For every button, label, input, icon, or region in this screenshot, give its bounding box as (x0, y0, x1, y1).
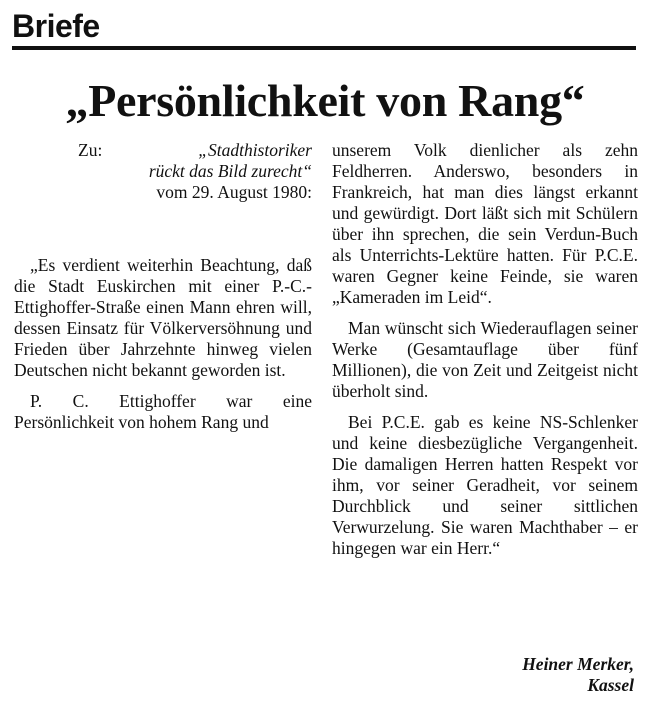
right-column (332, 140, 638, 559)
letter-headline: „Persönlichkeit von Rang“ (65, 75, 585, 126)
section-rule (12, 46, 636, 50)
reference-line-3: vom 29. August 1980: (156, 182, 312, 202)
section-title: Briefe (12, 8, 100, 44)
right-paragraph-1: unserem Volk dienlicher als zehn Feldherren. Anderswo, besonders in Frankreich, hat man dies längst erkannt und gewürdigt. Dort läßt sich mit Schülern über ihn sprechen, die sein Verdun-Buch als Unterrichts-Lektüre hatten. Für P.C.E. waren Gegner keine Feinde, sie waren „Kameraden im Leid“. (332, 140, 638, 307)
right-paragraph-3: Bei P.C.E. gab es keine NS-Schlenker und keine diesbezügliche Vergangenheit. Die damaligen Herren hatten Respekt vor ihm, vor seiner Geradheit, vor seinem Durchblick und seiner sittlichen Verwurzelung. Sie waren Machthaber – er hingegen war ein Herr.“ (332, 412, 638, 558)
left-paragraph-2: P. C. Ettighoffer war eine Persönlichkeit von hohem Rang und (14, 391, 312, 432)
author-signature (522, 654, 634, 696)
author-city: Kassel (587, 675, 634, 695)
left-column (14, 140, 312, 433)
reference-block (14, 140, 312, 203)
reference-line-1: „Stadthistoriker (198, 140, 312, 160)
right-paragraph-2: Man wünscht sich Wiederauflagen seiner Werke (Gesamtauflage über fünf Millionen), die von Zeit und Zeitgeist nicht überholt sind. (332, 318, 638, 401)
reference-label: Zu: (78, 140, 103, 160)
author-name: Heiner Merker, (522, 654, 634, 674)
reference-line-2: rückt das Bild zurecht“ (148, 161, 312, 181)
left-paragraph-1: „Es verdient weiterhin Beachtung, daß die Stadt Euskirchen mit einer P.-C.-Ettighoffer-Straße einen Mann ehren will, dessen Einsatz für Völkerversöhnung und Frieden über Jahrzehnte hinweg vielen Deutschen nicht bekannt geworden ist. (14, 255, 312, 380)
